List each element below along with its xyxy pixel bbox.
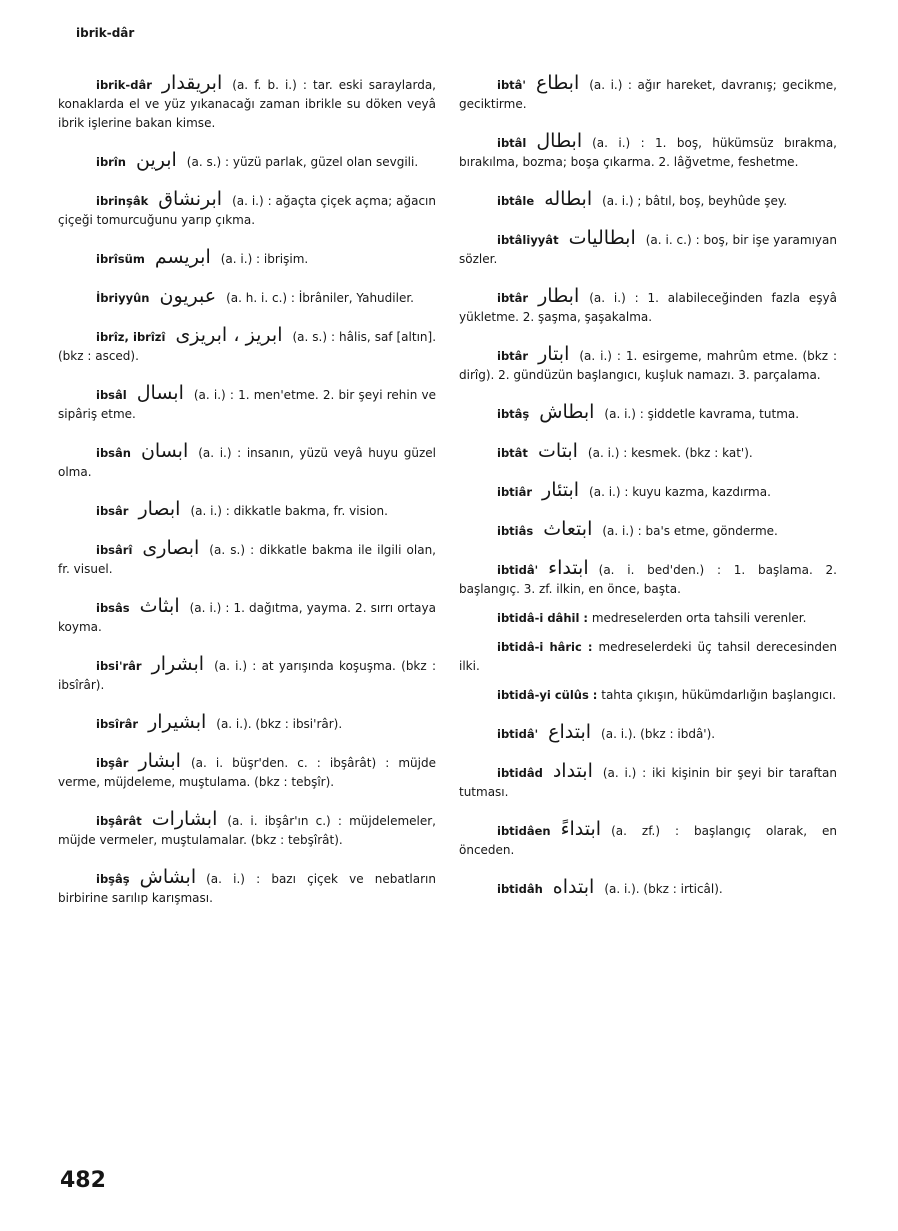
entry-definition: (a. i.) : 1. boş, hükümsüz bırakma, bırakılma, bozma; boşa çıkarma. 2. lâğvetme, feshetme. <box>459 136 837 169</box>
entry-definition: (a. zf.) : başlangıç olarak, en önceden. <box>459 824 837 857</box>
dictionary-entry <box>459 723 837 744</box>
dictionary-entry <box>459 229 837 269</box>
entry-arabic-script: ابشیرار <box>148 711 207 733</box>
entry-definition: (a. i.) : dikkatle bakma, fr. vision. <box>190 504 388 518</box>
entry-definition: (a. i.) : ibrişim. <box>220 252 309 266</box>
entry-definition: (a. s.) : hâlis, saf [altın]. (bkz : asced). <box>58 330 437 363</box>
entry-arabic-script: ابتئار <box>542 479 580 501</box>
entry-headword: ibrîsüm <box>96 252 145 266</box>
entry-definition: (a. s.) : dikkatle bakma ile ilgili olan, fr. visuel. <box>58 543 436 576</box>
entry-headword: ibtâr <box>497 291 529 305</box>
dictionary-entry <box>459 481 837 502</box>
entry-arabic-script: ابطاع <box>535 72 580 94</box>
entry-definition: medreselerden orta tahsili verenler. <box>591 611 807 625</box>
entry-definition: medreselerdeki üç tahsil derecesinden ilki. <box>459 640 837 673</box>
dictionary-entry <box>58 655 436 695</box>
entry-headword: ibtidâ-i dâhil : <box>497 611 588 625</box>
entry-arabic-script: ابتات <box>537 440 578 462</box>
entry-arabic-script: ابتار <box>538 343 570 365</box>
entry-headword: ibtiâr <box>497 485 533 499</box>
entry-arabic-script: ابتعاث <box>543 518 593 540</box>
dictionary-entry <box>58 190 436 230</box>
dictionary-entry <box>58 868 436 908</box>
entry-arabic-script: ابشاش <box>139 866 197 888</box>
dictionary-entry <box>459 190 837 211</box>
entry-definition: tahta çıkışın, hükümdarlığın başlangıcı. <box>601 688 837 702</box>
entry-definition: (a. i.) : iki kişinin bir şeyi bir taraftan tutması. <box>459 766 837 799</box>
entry-definition: (a. i.) : ağır hareket, davranış; gecikme, geciktirme. <box>459 78 837 111</box>
dictionary-entry <box>459 287 837 327</box>
entry-arabic-script: ابریز ، ابریزی <box>175 324 283 346</box>
entry-headword: ibsâl <box>96 388 127 402</box>
entry-definition: (a. i.). (bkz : irticâl). <box>604 882 723 896</box>
entry-arabic-script: ابشار <box>138 750 181 772</box>
entry-definition: (a. i.). (bkz : ibsi'râr). <box>216 717 343 731</box>
entry-headword: ibtidâd <box>497 766 543 780</box>
dictionary-entry <box>459 132 837 172</box>
entry-definition: (a. i. bed'den.) : 1. başlama. 2. başlangıç. 3. zf. ilkin, en önce, başta. <box>459 563 837 596</box>
running-head: ibrik-dâr <box>76 26 135 40</box>
entry-arabic-script: ابریقدار <box>161 72 223 94</box>
entry-headword: ibşâr <box>96 756 129 770</box>
entry-headword: ibtidâ-i hâric : <box>497 640 593 654</box>
entry-definition: (a. i.) : bazı çiçek ve nebatların birbirine sarılıp karışması. <box>58 872 436 905</box>
entry-definition: (a. i.) ; bâtıl, boş, beyhûde şey. <box>602 194 788 208</box>
entry-headword: ibtiâs <box>497 524 534 538</box>
entry-headword: ibsîrâr <box>96 717 139 731</box>
entry-arabic-script: ابصاری <box>142 537 200 559</box>
entry-arabic-script: عبریون <box>159 285 217 307</box>
entry-arabic-script: ابشارات <box>151 808 218 830</box>
entry-definition: (a. i.) : ağaçta çiçek açma; ağacın çiçeği tomurcuğunu yarıp çıkma. <box>58 194 436 227</box>
entry-definition: (a. i.) : kesmek. (bkz : kat'). <box>587 446 753 460</box>
dictionary-entry <box>58 810 436 850</box>
entry-arabic-script: ابرین <box>135 149 177 171</box>
dictionary-entry <box>459 609 837 628</box>
entry-arabic-script: ابتداد <box>552 760 593 782</box>
entry-headword: ibrik-dâr <box>96 78 152 92</box>
entry-headword: ibtâ' <box>497 78 526 92</box>
entry-headword: ibsâr <box>96 504 129 518</box>
entry-arabic-script: ابریسم <box>154 246 211 268</box>
dictionary-entry <box>459 345 837 385</box>
dictionary-entry <box>58 442 436 482</box>
entry-arabic-script: ابثاث <box>139 595 180 617</box>
entry-arabic-script: ابطاش <box>539 401 595 423</box>
page-number: 482 <box>60 1168 106 1193</box>
entry-headword: ibsâs <box>96 601 130 615</box>
dictionary-entry <box>58 287 436 308</box>
entry-headword: ibşârât <box>96 814 142 828</box>
dictionary-entry <box>459 559 837 599</box>
dictionary-entry <box>459 762 837 802</box>
entry-headword: ibtâr <box>497 349 529 363</box>
entry-definition: (a. i.) : insanın, yüzü veyâ huyu güzel olma. <box>58 446 436 479</box>
entry-definition: (a. i.) : kuyu kazma, kazdırma. <box>589 485 771 499</box>
entry-headword: ibtidâh <box>497 882 543 896</box>
entry-headword: ibşâş <box>96 872 130 886</box>
dictionary-entry <box>58 248 436 269</box>
entry-arabic-script: ابتداء <box>548 557 589 579</box>
dictionary-entry <box>459 403 837 424</box>
left-column <box>58 74 436 908</box>
entry-definition: (a. i. büşr'den. c. : ibşârât) : müjde verme, müjdeleme, muştulama. (bkz : tebşîr). <box>58 756 436 789</box>
dictionary-entry <box>58 500 436 521</box>
entry-definition: (a. i.) : at yarışında koşuşma. (bkz : ibsîrâr). <box>58 659 436 692</box>
entry-definition: (a. i.) : 1. men'etme. 2. bir şeyi rehin ve sipâriş etme. <box>58 388 436 421</box>
entry-arabic-script: ابتداءً <box>560 818 602 840</box>
entry-arabic-script: ابسان <box>140 440 189 462</box>
entry-headword: ibtidâen <box>497 824 551 838</box>
entry-headword: İbriyyûn <box>96 291 150 305</box>
entry-headword: ibrîn <box>96 155 126 169</box>
dictionary-entry <box>58 74 436 133</box>
dictionary-entry <box>459 638 837 676</box>
entry-headword: ibsân <box>96 446 131 460</box>
entry-arabic-script: ابشرار <box>151 653 205 675</box>
entry-definition: (a. i.) : 1. dağıtma, yayma. 2. sırrı ortaya koyma. <box>58 601 436 634</box>
dictionary-entry <box>459 74 837 114</box>
dictionary-entry <box>58 151 436 172</box>
entry-arabic-script: ابطار <box>538 285 580 307</box>
entry-definition: (a. i.) : ba's etme, gönderme. <box>602 524 778 538</box>
dictionary-entry <box>58 597 436 637</box>
entry-arabic-script: ابطالیات <box>568 227 636 249</box>
entry-headword: ibtâl <box>497 136 527 150</box>
entry-headword: ibtât <box>497 446 528 460</box>
entry-headword: ibtâliyyât <box>497 233 559 247</box>
dictionary-entry <box>459 442 837 463</box>
entry-headword: ibsârî <box>96 543 133 557</box>
dictionary-entry <box>58 539 436 579</box>
dictionary-entry <box>58 752 436 792</box>
entry-definition: (a. i.) : 1. alabileceğinden fazla eşyâ yükletme. 2. şaşma, şaşakalma. <box>459 291 837 324</box>
entry-definition: (a. s.) : yüzü parlak, güzel olan sevgili. <box>186 155 419 169</box>
entry-headword: ibrîz, ibrîzî <box>96 330 166 344</box>
entry-arabic-script: ابطاله <box>544 188 593 210</box>
entry-definition: (a. i.). (bkz : ibdâ'). <box>601 727 716 741</box>
dictionary-entry <box>58 384 436 424</box>
right-column <box>459 74 837 899</box>
entry-definition: (a. h. i. c.) : İbrâniler, Yahudiler. <box>226 291 414 305</box>
entry-definition: (a. i.) : şiddetle kavrama, tutma. <box>604 407 800 421</box>
entry-arabic-script: ابتداه <box>552 876 595 898</box>
entry-headword: ibtidâ' <box>497 727 539 741</box>
entry-arabic-script: ابطال <box>536 130 583 152</box>
entry-definition: (a. i. c.) : boş, bir işe yaramıyan sözler. <box>459 233 837 266</box>
entry-headword: ibtâle <box>497 194 535 208</box>
entry-headword: ibtâş <box>497 407 530 421</box>
entry-headword: ibtidâ' <box>497 563 539 577</box>
entry-headword: ibtidâ-yi cülûs : <box>497 688 598 702</box>
entry-arabic-script: ابسال <box>136 382 184 404</box>
entry-arabic-script: ابصار <box>138 498 181 520</box>
dictionary-entry <box>58 326 436 366</box>
entry-headword: ibsi'râr <box>96 659 142 673</box>
entry-headword: ibrinşâk <box>96 194 149 208</box>
dictionary-entry <box>459 686 837 705</box>
entry-definition: (a. f. b. i.) : tar. eski saraylarda, konaklarda el ve yüz yıkanacağı zaman ibrikle su döken veyâ ibrik işlerine bakan kimse. <box>58 78 436 130</box>
entry-definition: (a. i. ibşâr'ın c.) : müjdelemeler, müjde vermeler, muştulamalar. (bkz : tebşîrât). <box>58 814 436 847</box>
dictionary-entry <box>459 820 837 860</box>
entry-definition: (a. i.) : 1. esirgeme, mahrûm etme. (bkz : dirîg). 2. gündüzün başlangıcı, kuşluk namazı. 3. parçalama. <box>459 349 837 382</box>
dictionary-entry <box>459 878 837 899</box>
dictionary-entry <box>58 713 436 734</box>
entry-arabic-script: ابرنشاق <box>158 188 223 210</box>
entry-arabic-script: ابتداع <box>548 721 592 743</box>
dictionary-entry <box>459 520 837 541</box>
